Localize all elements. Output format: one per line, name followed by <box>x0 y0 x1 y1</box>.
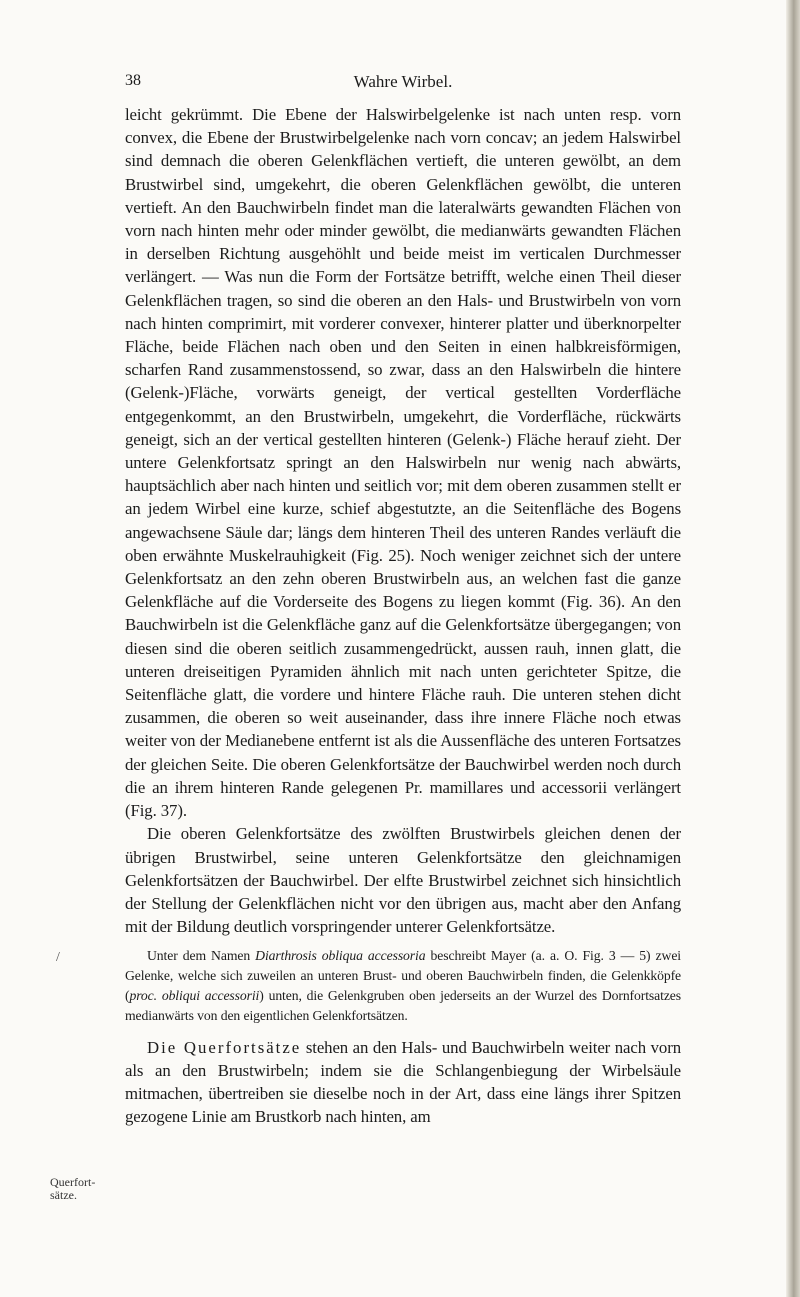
running-head: Wahre Wirbel. <box>353 72 453 91</box>
margin-note-line: sätze. <box>50 1188 77 1202</box>
paragraph-transverse-processes <box>125 1036 681 1129</box>
paragraph-text: stehen an den Hals- und Bauchwirbeln weiter nach vorn als an den Brustwirbeln; indem sie die Schlangenbiegung der Wirbelsäule mitmachen, übertreiben sie dieselbe noch in der Art, dass eine längs ihrer Spitzen gezogene Linie am Brustkorb nach hinten, am <box>125 1037 681 1127</box>
paragraph-articular-surfaces: leicht gekrümmt. Die Ebene der Halswirbelgelenke ist nach unten resp. vorn convex, die Ebene der Brustwirbelgelenke nach vorn concav; an jedem Halswirbel sind demnach die oberen Gelenkflächen vertieft, die unteren gewölbt, an dem Brustwirbel sind, umgekehrt, die oberen Gelenkflächen gewölbt, die unteren vertieft. An den Bauchwirbeln findet man die lateralwärts gewandten Flächen von vorn nach hinten mehr oder minder gewölbt, die medianwärts gewandten Flächen in derselben Richtung ausgehöhlt und beide meist im verticalen Durchmesser verlängert. — Was nun die Form der Fortsätze betrifft, welche einen Theil dieser Gelenkflächen tragen, so sind die oberen an den Hals- und Brustwirbeln von vorn nach hinten comprimirt, mit vorderer convexer, hinterer platter und überknorpelter Fläche, beide Flächen nach oben und den Seiten in einen halbkreisförmigen, scharfen Rand zusammenstossend, so zwar, dass an den Halswirbeln die hintere (Gelenk-)Fläche, vorwärts geneigt, der vertical gestellten Vorderfläche entgegenkommt, an den Brustwirbeln, umgekehrt, die Vorderfläche, rückwärts geneigt, sich an der vertical gestellten hinteren (Gelenk-) Fläche herauf zieht. Der untere Gelenkfortsatz springt an den Halswirbeln nur wenig nach abwärts, hauptsächlich aber nach hinten und seitlich vor; mit dem oberen zusammen stellt er an jedem Wirbel eine kurze, schief abgestutzte, an die Seitenfläche des Bogens angewachsene Säule dar; längs dem hinteren Theil des unteren Randes verläuft die oben erwähnte Muskelrauhigkeit (Fig. 25). Noch weniger zeichnet sich der untere Gelenkfortsatz an den zehn oberen Brustwirbeln aus, an welchen fast die ganze Gelenkfläche auf die Vorderseite des Bogens zu liegen kommt (Fig. 36). An den Bauchwirbeln ist die Gelenkfläche ganz auf die Gelenkfortsätze übergegangen; von diesen sind die oberen seitlich zusammengedrückt, aussen rauh, innen glatt, die unteren dreiseitigen Pyramiden ähnlich mit nach unten gerichteter Spitze, die Seitenfläche glatt, die vordere und hintere Fläche rauh. Die unteren stehen dicht zusammen, die oberen so weit auseinander, dass ihre innere Fläche noch etwas weiter von der Medianebene entfernt ist als die Aussenfläche des unteren Fortsatzes der gleichen Seite. Die oberen Gelenkfortsätze der Bauchwirbel werden noch durch die an ihrem hinteren Rande gelegenen Pr. mamillares und accessorii verlängert (Fig. 37). <box>125 105 681 821</box>
note-text: beschreibt Mayer (a. a. O. Fig. 3 — 5) zwei Gelenke, welche sich zuweilen an unteren Brust- und oberen Bauchwirbeln finden, die Gelenkköpfe ( <box>125 948 682 1003</box>
page-header <box>125 72 681 96</box>
margin-note <box>50 1176 112 1202</box>
note-term: Diarthrosis obliqua accessoria <box>255 948 426 964</box>
margin-note-line: Querfort- <box>50 1175 96 1189</box>
stray-mark: / <box>56 950 60 965</box>
note-text: Unter dem Namen <box>147 948 256 964</box>
paragraph-note-diarthrosis <box>125 946 681 1025</box>
paragraph-twelfth-thoracic: Die oberen Gelenkfortsätze des zwölften Brustwirbels gleichen denen der übrigen Brustwirbel, seine unteren Gelenkfortsätze den gleichnamigen Gelenkfortsätzen der Bauchwirbel. Der elfte Brustwirbel zeichnet sich hinsichtlich der Stellung der Gelenkflächen nicht vor den übrigen aus, macht aber den Anfang mit der Bildung deutlich vorspringender unterer Gelenkfortsätze. <box>125 824 681 937</box>
page-number: 38 <box>125 72 141 89</box>
note-term: proc. obliqui accessorii <box>129 987 260 1003</box>
section-term: Die Querfortsätze <box>147 1037 302 1057</box>
body-text <box>125 103 681 1128</box>
note-text: ) unten, die Gelenkgruben oben jederseits an der Wurzel des Dornfortsatzes medianwärts von den eigentlichen Gelenkfortsätzen. <box>125 987 682 1023</box>
page-edge <box>786 0 800 1297</box>
